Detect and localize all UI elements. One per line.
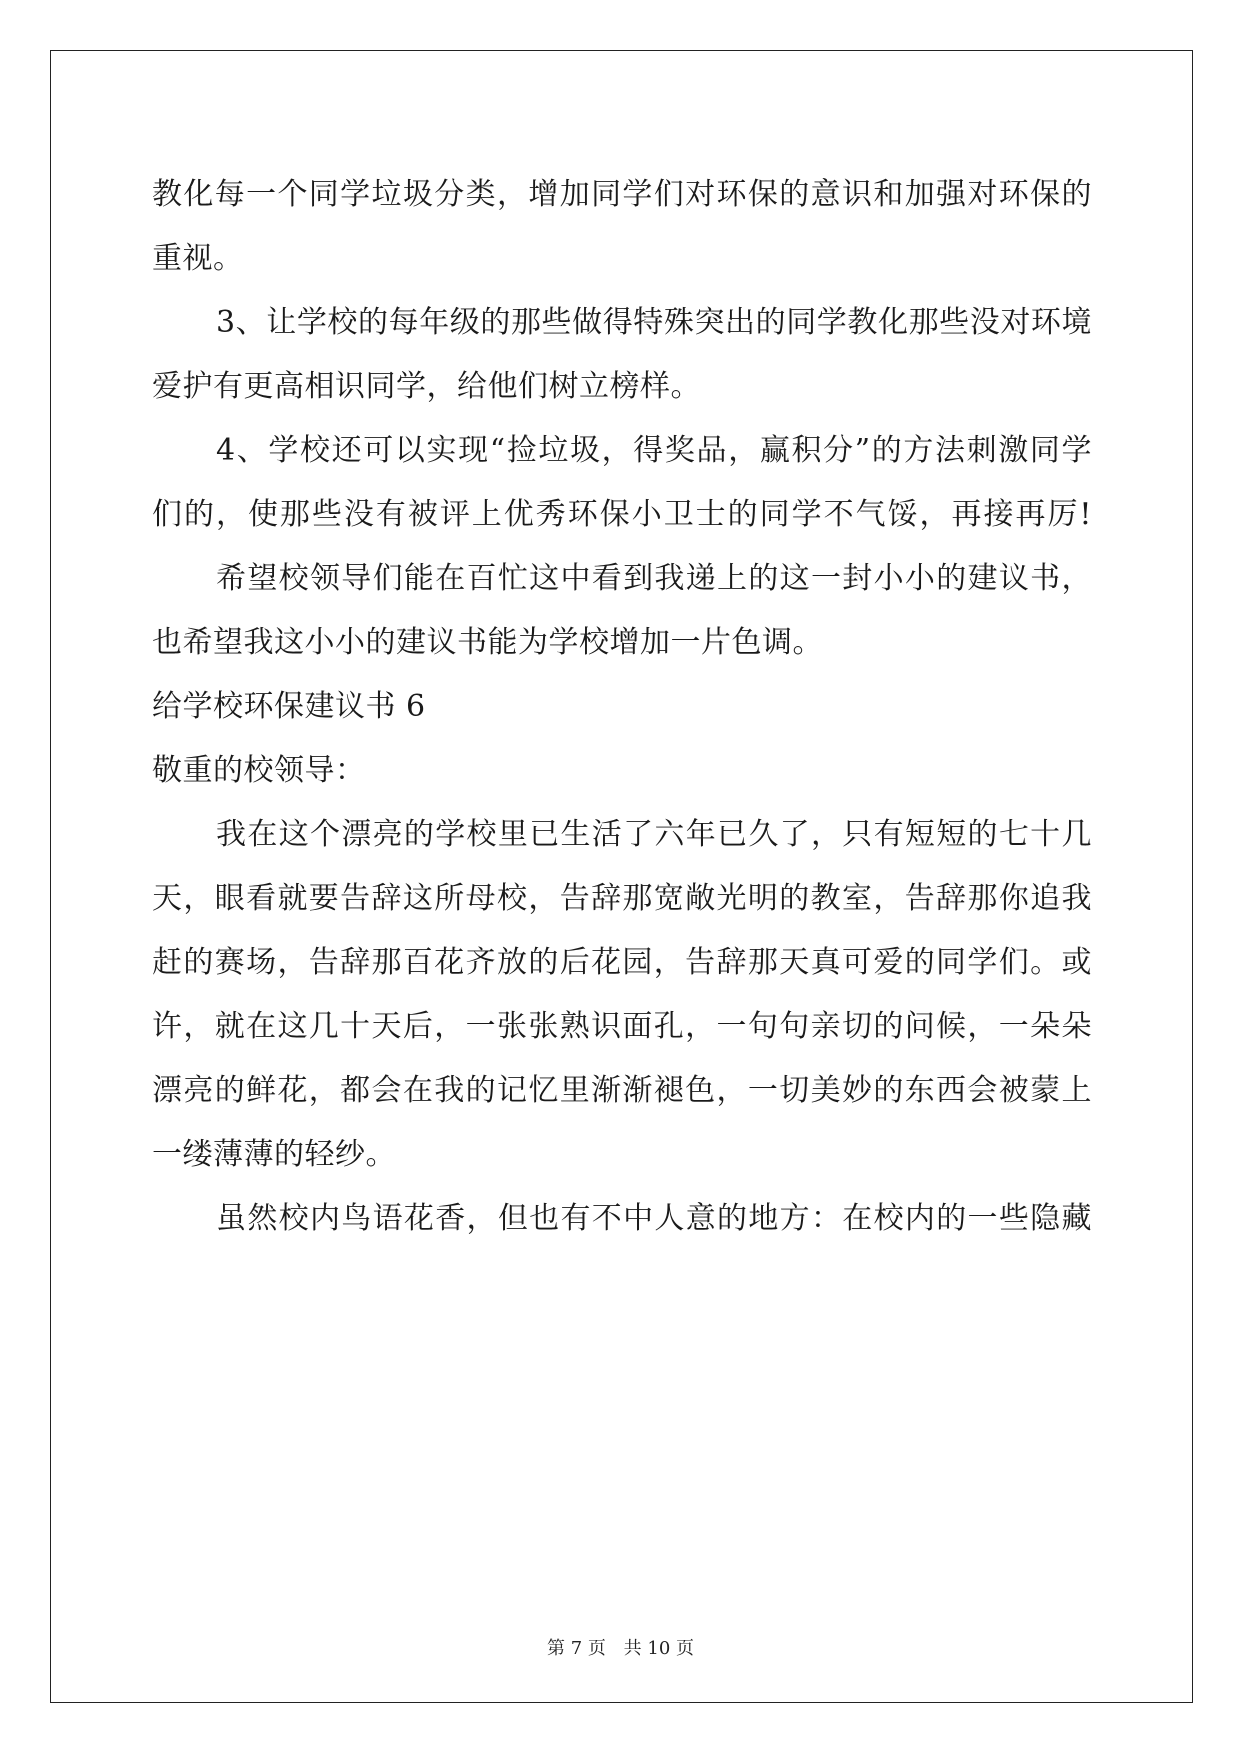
text-line: 漂亮的鲜花，都会在我的记忆里渐渐褪色，一切美妙的东西会被蒙上 — [152, 1073, 1092, 1108]
text-line: 爱护有更高相识同学，给他们树立榜样。 — [152, 369, 701, 404]
text-line: 希望校领导们能在百忙这中看到我递上的这一封小小的建议书， — [216, 561, 1092, 596]
salutation: 敬重的校领导： — [152, 753, 366, 788]
page-number: 第 7 页 — [547, 1638, 606, 1659]
page-total: 共 10 页 — [623, 1638, 694, 1659]
text-line: 也希望我这小小的建议书能为学校增加一片色调。 — [152, 625, 823, 660]
text-line: 教化每一个同学垃圾分类，增加同学们对环保的意识和加强对环保的 — [152, 177, 1092, 212]
text-line: 天，眼看就要告辞这所母校，告辞那宽敞光明的教室，告辞那你追我 — [152, 881, 1092, 916]
text-line: 重视。 — [152, 241, 244, 276]
text-line: 许，就在这几十天后，一张张熟识面孔，一句句亲切的问候，一朵朵 — [152, 1009, 1092, 1044]
text-line: 虽然校内鸟语花香，但也有不中人意的地方：在校内的一些隐藏 — [216, 1201, 1092, 1236]
text-line: 我在这个漂亮的学校里已生活了六年已久了，只有短短的七十几 — [216, 817, 1092, 852]
page-footer — [0, 1634, 1241, 1660]
text-line: 3、让学校的每年级的那些做得特殊突出的同学教化那些没对环境 — [216, 305, 1092, 340]
document-body — [152, 163, 1092, 1251]
text-line: 赶的赛场，告辞那百花齐放的后花园，告辞那天真可爱的同学们。或 — [152, 945, 1092, 980]
text-line: 一缕薄薄的轻纱。 — [152, 1137, 396, 1172]
text-line: 们的，使那些没有被评上优秀环保小卫士的同学不气馁，再接再厉! — [152, 497, 1092, 532]
section-heading: 给学校环保建议书 6 — [152, 689, 426, 724]
text-line: 4、学校还可以实现“捡垃圾，得奖品，赢积分”的方法刺激同学 — [216, 433, 1092, 468]
